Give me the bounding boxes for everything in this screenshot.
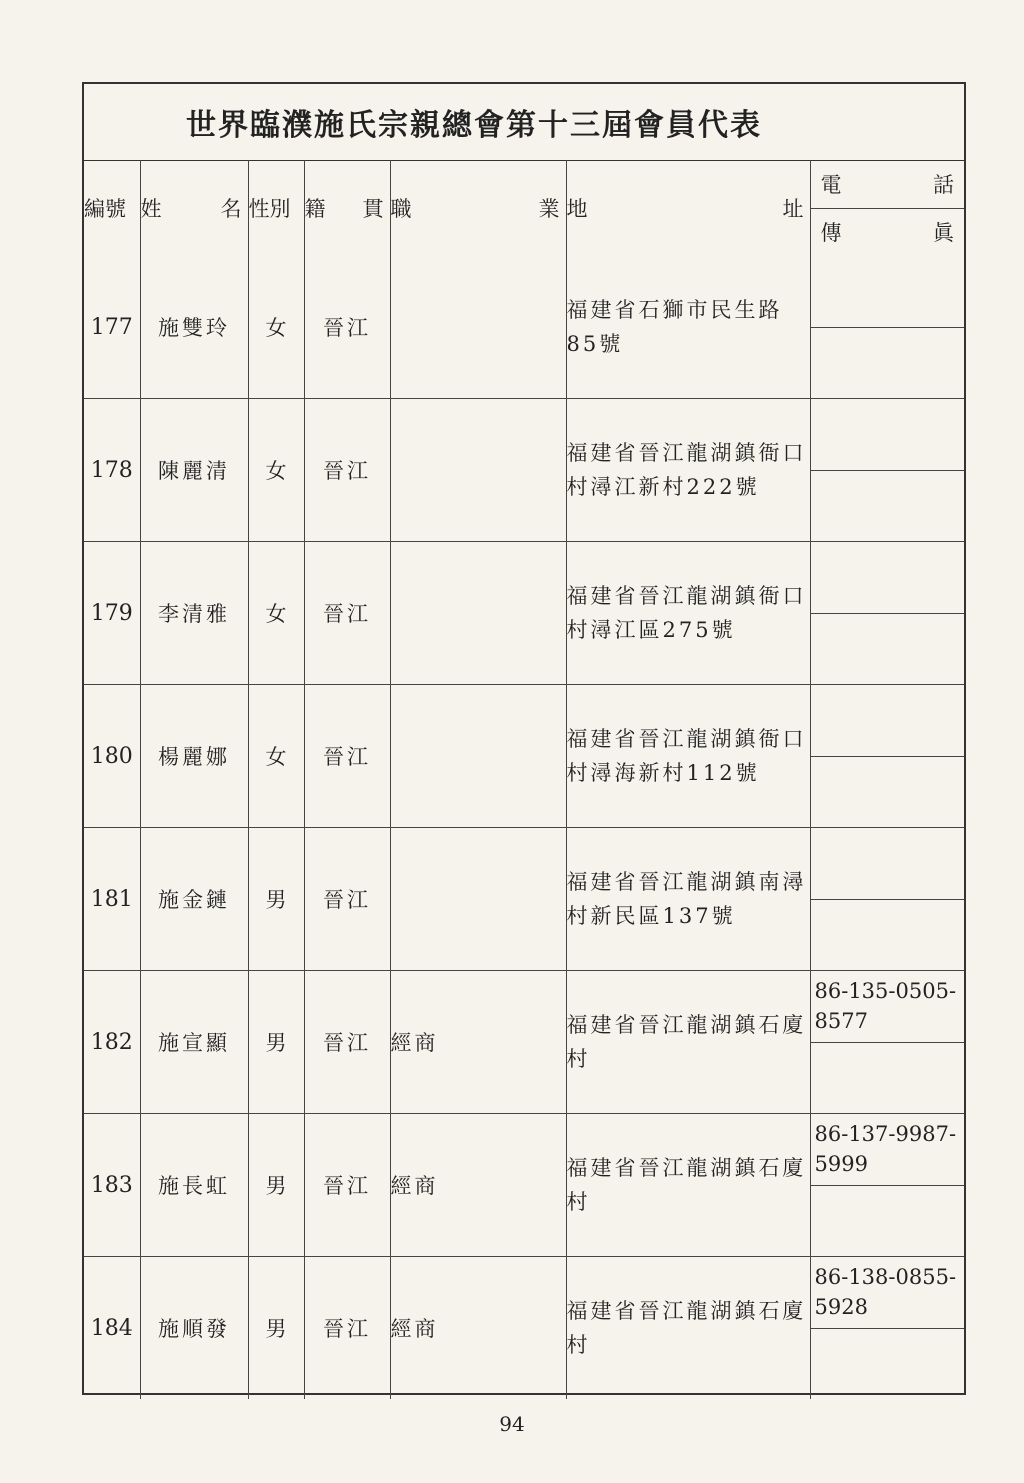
member-fax [811,757,965,828]
member-name: 施宣顯 [140,971,248,1114]
member-gender: 男 [248,971,304,1114]
member-job [390,256,566,399]
member-contact [810,542,964,685]
header-fax-a: 傳 [820,221,842,246]
header-phone [811,160,965,209]
member-fax [811,900,965,971]
member-gender: 男 [248,1257,304,1400]
member-address: 福建省晉江龍湖鎮石廈村 [566,1257,810,1400]
header-fax-b: 眞 [933,221,954,246]
member-origin: 晉江 [304,542,390,685]
member-id: 183 [84,1114,140,1257]
member-job: 經商 [390,1257,566,1400]
document-title: 世界臨濮施氏宗親總會第十三屆會員代表 [186,108,762,143]
member-contact [810,685,964,828]
member-phone [811,399,965,471]
header-phone-a: 電 [820,172,842,197]
member-origin: 晉江 [304,256,390,399]
member-gender: 女 [248,685,304,828]
member-address: 福建省晉江龍湖鎮石廈村 [566,971,810,1114]
member-contact [810,1114,964,1257]
member-job: 經商 [390,1114,566,1257]
member-contact [810,256,964,399]
header-contact [810,160,964,256]
member-gender: 男 [248,828,304,971]
member-name: 施雙玲 [140,256,248,399]
member-phone: 86-137-9987-5999 [811,1114,965,1186]
title-band [84,84,964,161]
member-fax [811,1186,965,1257]
member-contact [810,399,964,542]
member-phone [811,685,965,757]
member-id: 177 [84,256,140,399]
member-origin: 晉江 [304,399,390,542]
table-row [84,1114,964,1257]
member-fax [811,328,965,399]
member-id: 181 [84,828,140,971]
member-fax [811,1329,965,1400]
header-id: 編號 [84,160,140,256]
member-name: 李清雅 [140,542,248,685]
header-origin-a: 籍 [304,197,326,221]
member-address: 福建省晉江龍湖鎮石廈村 [566,1114,810,1257]
member-contact [810,828,964,971]
member-contact [810,1257,964,1400]
member-name: 施順發 [140,1257,248,1400]
member-address: 福建省晉江龍湖鎮南潯村新民區137號 [566,828,810,971]
member-id: 179 [84,542,140,685]
table-row [84,256,964,399]
header-job [390,160,566,256]
member-gender: 女 [248,542,304,685]
header-name-a: 姓 [140,197,162,221]
member-address: 福建省晉江龍湖鎮衙口村潯海新村112號 [566,685,810,828]
header-phone-b: 話 [933,172,954,197]
table-row [84,399,964,542]
member-address: 福建省晉江龍湖鎮衙口村潯江區275號 [566,542,810,685]
member-name: 施金鏈 [140,828,248,971]
header-job-a: 職 [390,197,412,221]
header-gender: 性別 [248,160,304,256]
member-origin: 晉江 [304,971,390,1114]
member-job [390,828,566,971]
member-phone: 86-138-0855-5928 [811,1257,965,1329]
member-gender: 女 [248,256,304,399]
member-table [84,160,964,1399]
member-id: 180 [84,685,140,828]
member-phone: 86-135-0505-8577 [811,971,965,1043]
roster-sheet [82,82,966,1395]
member-id: 182 [84,971,140,1114]
member-origin: 晉江 [304,1114,390,1257]
header-origin-b: 貫 [362,197,384,221]
member-name: 陳麗清 [140,399,248,542]
header-addr-a: 地 [566,197,588,221]
member-phone [811,828,965,900]
header-fax [811,209,965,257]
member-job: 經商 [390,971,566,1114]
table-row [84,828,964,971]
header-name [140,160,248,256]
member-fax [811,471,965,542]
member-gender: 男 [248,1114,304,1257]
header-address [566,160,810,256]
member-job [390,542,566,685]
member-gender: 女 [248,399,304,542]
member-name: 楊麗娜 [140,685,248,828]
header-row [84,160,964,256]
page-number: 94 [499,1412,525,1436]
member-id: 184 [84,1257,140,1400]
table-row [84,542,964,685]
header-name-b: 名 [220,197,242,221]
member-address: 福建省晉江龍湖鎮衙口村潯江新村222號 [566,399,810,542]
member-job [390,399,566,542]
member-address: 福建省石獅市民生路85號 [566,256,810,399]
member-origin: 晉江 [304,685,390,828]
header-job-b: 業 [538,197,560,221]
member-origin: 晉江 [304,1257,390,1400]
table-row [84,1257,964,1400]
member-job [390,685,566,828]
table-row [84,685,964,828]
member-id: 178 [84,399,140,542]
member-name: 施長虹 [140,1114,248,1257]
member-fax [811,614,965,685]
table-row [84,971,964,1114]
member-phone [811,542,965,614]
member-origin: 晉江 [304,828,390,971]
header-addr-b: 址 [782,197,804,221]
member-fax [811,1043,965,1114]
member-contact [810,971,964,1114]
member-phone [811,256,965,328]
header-origin [304,160,390,256]
